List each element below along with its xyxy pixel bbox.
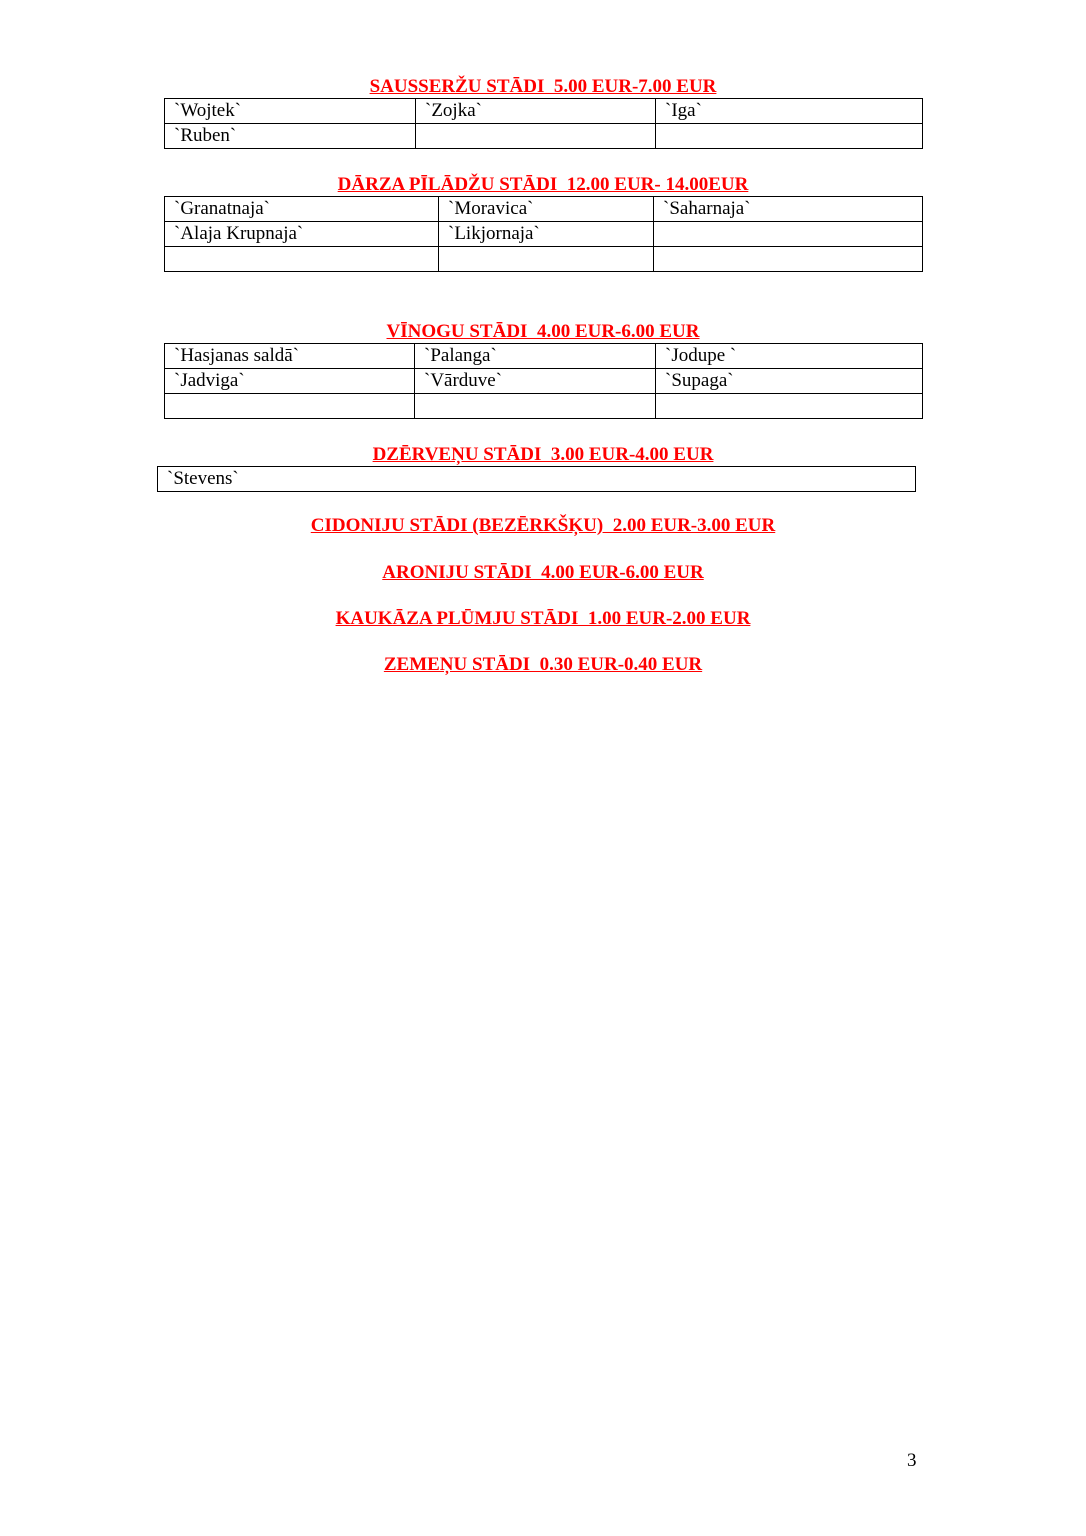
- table-darza-piladzu: [164, 196, 923, 272]
- table-cell: `Moravica`: [439, 197, 654, 222]
- table-row: [165, 247, 923, 272]
- heading-zemenu: ZEMEŅU STĀDI 0.30 EUR-0.40 EUR: [383, 654, 703, 675]
- table-cell: `Jodupe `: [656, 344, 923, 369]
- heading-cidoniju: CIDONIJU STĀDI (BEZĒRKŠĶU) 2.00 EUR-3.00 EUR: [310, 515, 776, 536]
- table-cell: `Granatnaja`: [165, 197, 439, 222]
- table-cell: `Vārduve`: [415, 369, 656, 394]
- table-cell: [165, 394, 415, 419]
- table-cell: [415, 394, 656, 419]
- table-row: [165, 344, 923, 369]
- section-heading-sausserzu: SAUSSERŽU STĀDI 5.00 EUR-7.00 EUR: [369, 76, 717, 97]
- table-cell: [416, 124, 656, 149]
- heading-aroniju: ARONIJU STĀDI 4.00 EUR-6.00 EUR: [382, 562, 704, 583]
- table-cell: `Saharnaja`: [654, 197, 923, 222]
- table-cell: [654, 247, 923, 272]
- section-heading-dzervenu: DZĒRVEŅU STĀDI 3.00 EUR-4.00 EUR: [372, 444, 714, 465]
- table-dzervenu: [157, 466, 916, 492]
- table-vinogu: [164, 343, 923, 419]
- table-cell: `Stevens`: [158, 467, 916, 492]
- table-row: [158, 467, 916, 492]
- table-cell: `Iga`: [656, 99, 923, 124]
- table-row: [165, 394, 923, 419]
- table-cell: [656, 124, 923, 149]
- table-sausserzu: [164, 98, 923, 149]
- section-heading-darza-piladzu: DĀRZA PĪLĀDŽU STĀDI 12.00 EUR- 14.00EUR: [337, 174, 749, 195]
- page-number: 3: [907, 1450, 917, 1471]
- table-cell: `Wojtek`: [165, 99, 416, 124]
- table-cell: `Hasjanas saldā`: [165, 344, 415, 369]
- table-cell: `Ruben`: [165, 124, 416, 149]
- table-row: [165, 369, 923, 394]
- table-cell: [654, 222, 923, 247]
- heading-kaukaza-plumju: KAUKĀZA PLŪMJU STĀDI 1.00 EUR-2.00 EUR: [335, 608, 751, 629]
- table-cell: `Palanga`: [415, 344, 656, 369]
- table-cell: `Jadviga`: [165, 369, 415, 394]
- table-row: [165, 99, 923, 124]
- table-cell: [439, 247, 654, 272]
- table-row: [165, 124, 923, 149]
- table-cell: `Zojka`: [416, 99, 656, 124]
- table-row: [165, 197, 923, 222]
- table-cell: [656, 394, 923, 419]
- table-cell: `Alaja Krupnaja`: [165, 222, 439, 247]
- table-cell: [165, 247, 439, 272]
- table-cell: `Likjornaja`: [439, 222, 654, 247]
- table-row: [165, 222, 923, 247]
- section-heading-vinogu: VĪNOGU STĀDI 4.00 EUR-6.00 EUR: [386, 321, 700, 342]
- table-cell: `Supaga`: [656, 369, 923, 394]
